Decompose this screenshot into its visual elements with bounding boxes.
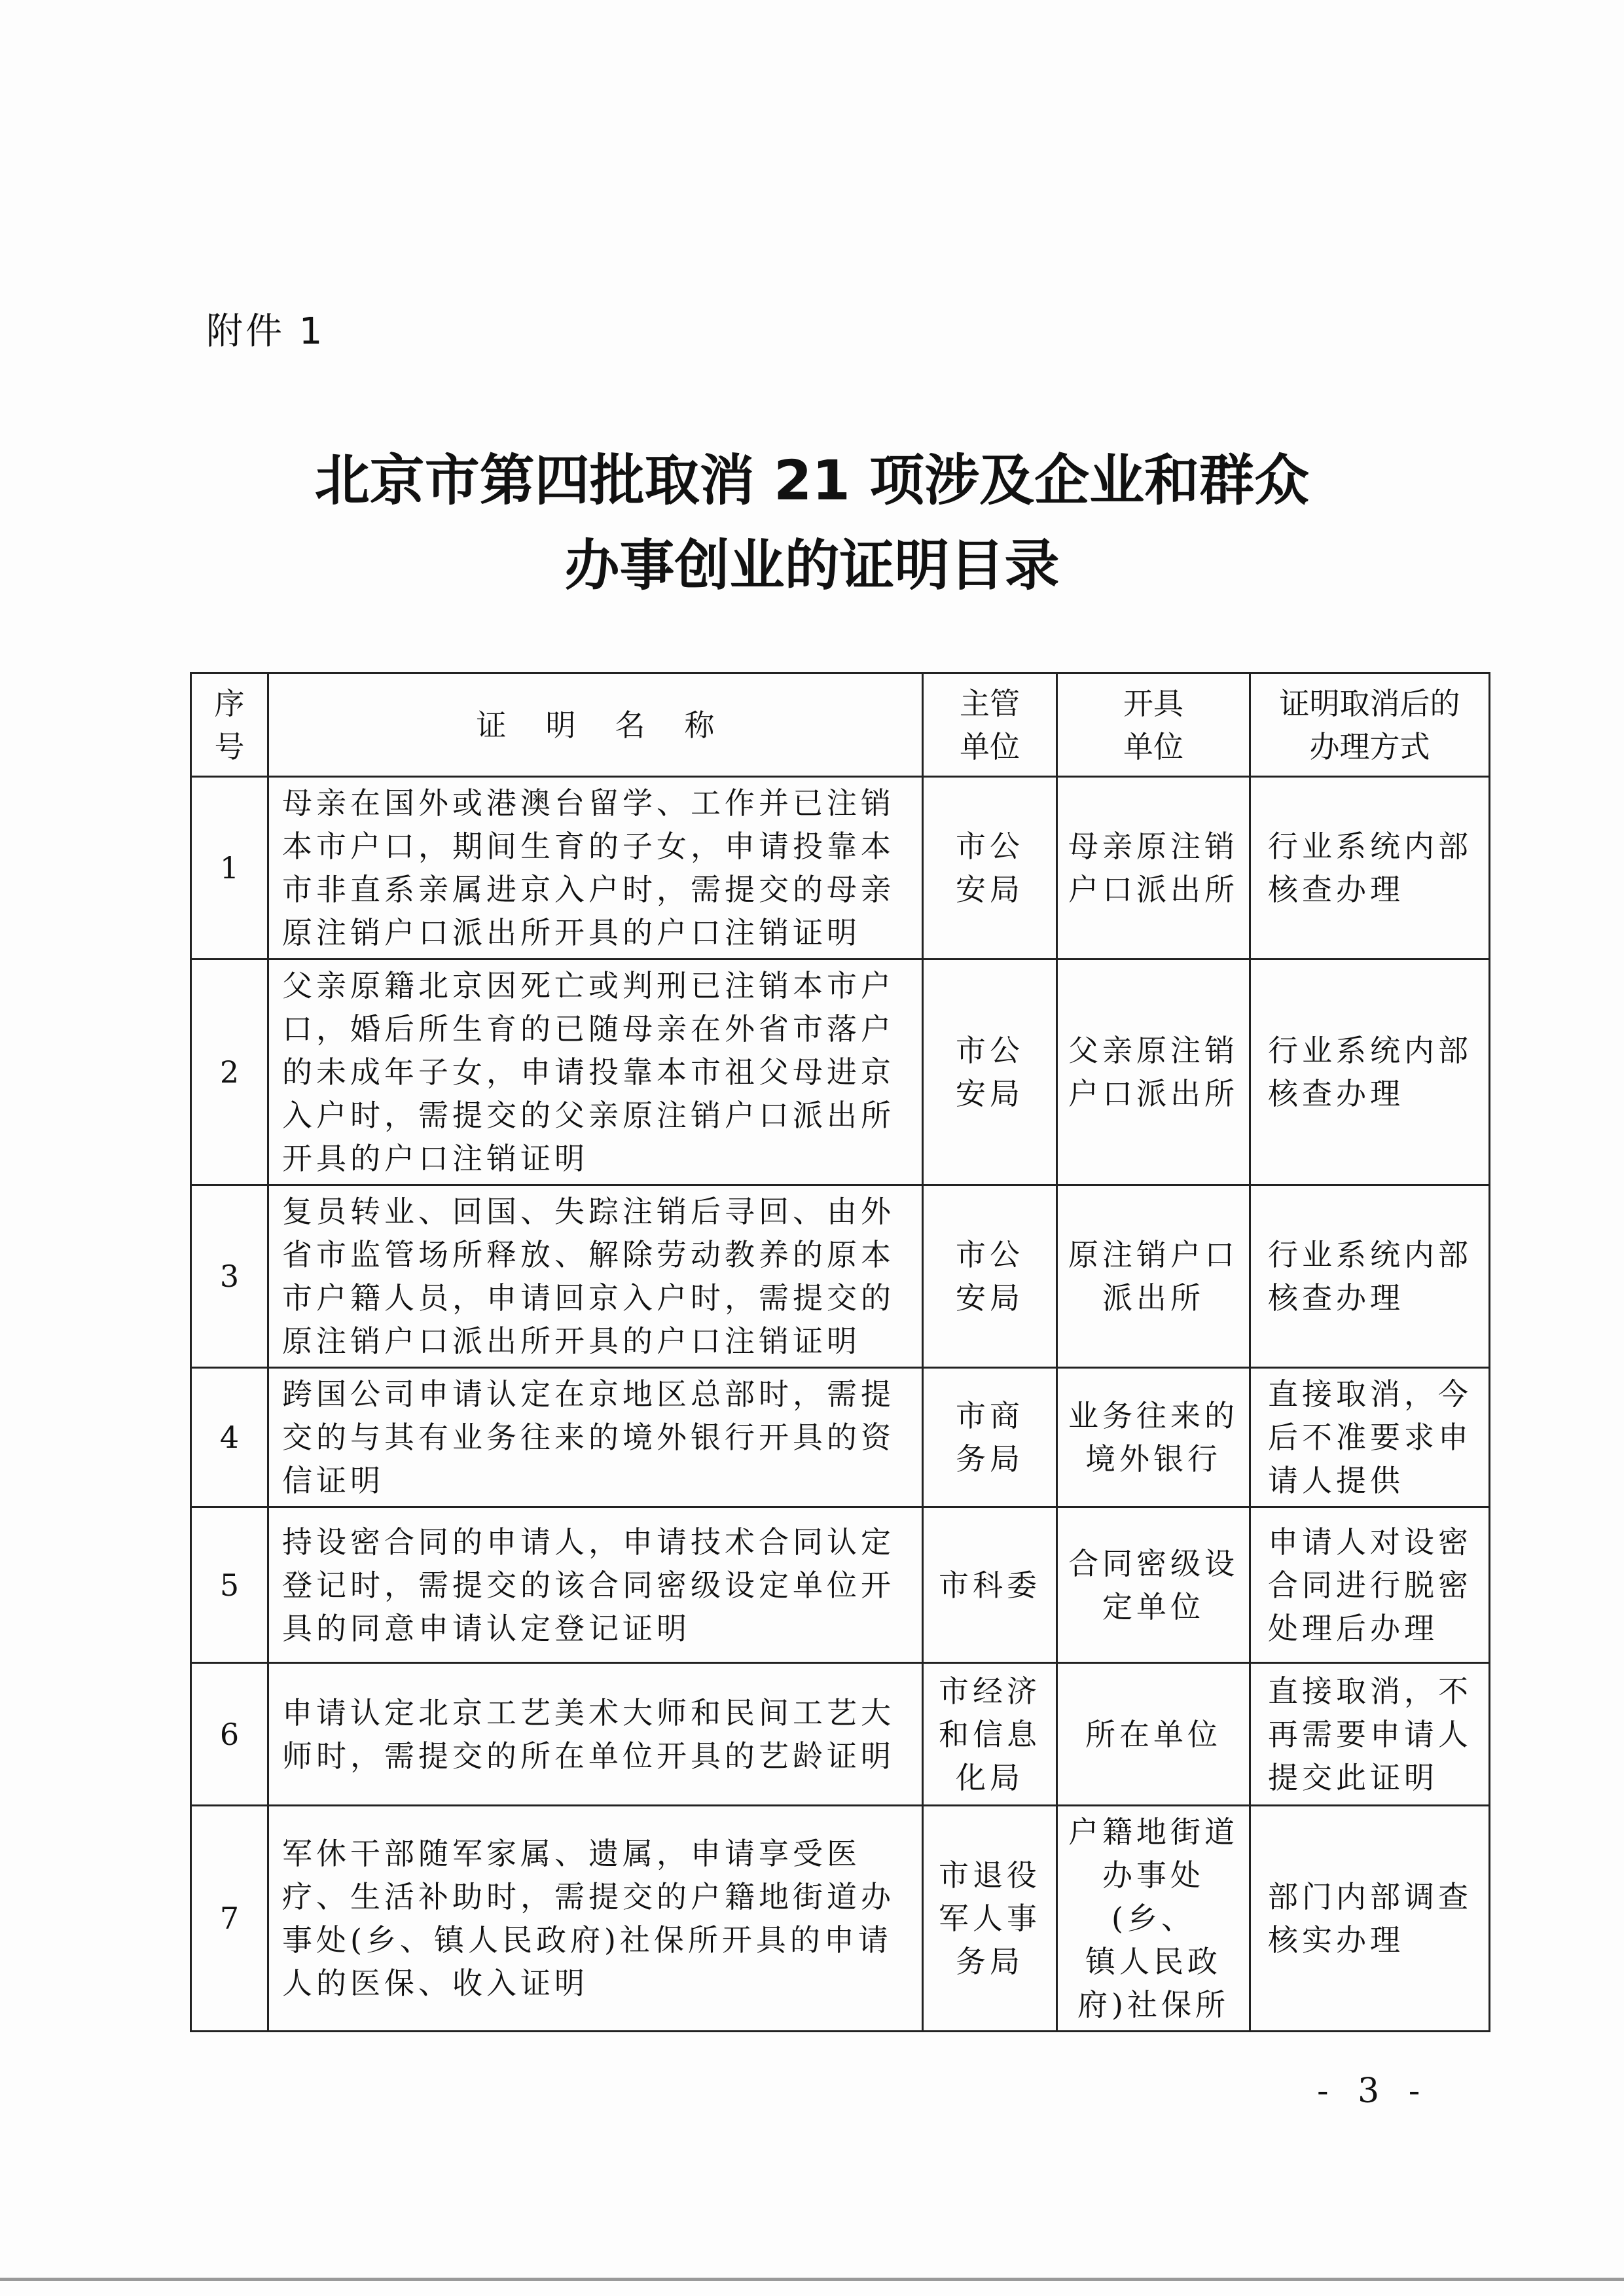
- row-seq: 7: [191, 1806, 268, 2032]
- row-certificate-name: 申请认定北京工艺美术大师和民间工艺大师时，需提交的所在单位开具的艺龄证明: [268, 1663, 923, 1806]
- table-header-row: [191, 673, 1490, 777]
- row-certificate-name: 母亲在国外或港澳台留学、工作并已注销本市户口，期间生育的子女，申请投靠本市非直系亲属进京入户时，需提交的母亲原注销户口派出所开具的户口注销证明: [268, 777, 923, 960]
- row-issuer: 原注销户口 派出所: [1057, 1185, 1250, 1368]
- row-authority: 市公 安局: [923, 777, 1057, 960]
- row-authority: 市公 安局: [923, 960, 1057, 1185]
- row-method: 直接取消，不再需要申请人提交此证明: [1250, 1663, 1490, 1806]
- row-method: 部门内部调查核实办理: [1250, 1806, 1490, 2032]
- row-certificate-name: 复员转业、回国、失踪注销后寻回、由外省市监管场所释放、解除劳动教养的原本市户籍人员，申请回京入户时，需提交的原注销户口派出所开具的户口注销证明: [268, 1185, 923, 1368]
- row-issuer: 业务往来的 境外银行: [1057, 1368, 1250, 1507]
- row-authority: 市经济 和信息 化局: [923, 1663, 1057, 1806]
- row-seq: 3: [191, 1185, 268, 1368]
- row-method: 申请人对设密合同进行脱密处理后办理: [1250, 1507, 1490, 1663]
- row-seq: 2: [191, 960, 268, 1185]
- row-issuer: 户籍地街道 办事处(乡、 镇人民政 府)社保所: [1057, 1806, 1250, 2032]
- row-seq: 4: [191, 1368, 268, 1507]
- row-authority: 市科委: [923, 1507, 1057, 1663]
- row-method: 行业系统内部核查办理: [1250, 1185, 1490, 1368]
- row-seq: 6: [191, 1663, 268, 1806]
- row-issuer: 父亲原注销 户口派出所: [1057, 960, 1250, 1185]
- header-method: 证明取消后的 办理方式: [1250, 673, 1490, 777]
- row-certificate-name: 持设密合同的申请人，申请技术合同认定登记时，需提交的该合同密级设定单位开具的同意申请认定登记证明: [268, 1507, 923, 1663]
- row-method: 直接取消，今后不准要求申请人提供: [1250, 1368, 1490, 1507]
- row-authority: 市退役 军人事 务局: [923, 1806, 1057, 2032]
- row-certificate-name: 父亲原籍北京因死亡或判刑已注销本市户口，婚后所生育的已随母亲在外省市落户的未成年子女，申请投靠本市祖父母进京入户时，需提交的父亲原注销户口派出所开具的户口注销证明: [268, 960, 923, 1185]
- table-row: [191, 960, 1490, 1185]
- row-authority: 市公 安局: [923, 1185, 1057, 1368]
- table-row: [191, 1185, 1490, 1368]
- header-seq: 序 号: [191, 673, 268, 777]
- row-certificate-name: 跨国公司申请认定在京地区总部时，需提交的与其有业务往来的境外银行开具的资信证明: [268, 1368, 923, 1507]
- row-method: 行业系统内部核查办理: [1250, 777, 1490, 960]
- table-row: [191, 1368, 1490, 1507]
- certificate-table: [190, 672, 1490, 2032]
- header-issuer: 开具 单位: [1057, 673, 1250, 777]
- scan-edge-line: [0, 2278, 1624, 2281]
- table-row: [191, 1507, 1490, 1663]
- row-issuer: 所在单位: [1057, 1663, 1250, 1806]
- row-issuer: 母亲原注销 户口派出所: [1057, 777, 1250, 960]
- table-row: [191, 777, 1490, 960]
- header-authority: 主管 单位: [923, 673, 1057, 777]
- document-title-line-1: 北京市第四批取消 21 项涉及企业和群众: [314, 448, 1310, 512]
- table-row: [191, 1806, 1490, 2032]
- row-seq: 5: [191, 1507, 268, 1663]
- row-certificate-name: 军休干部随军家属、遗属，申请享受医疗、生活补助时，需提交的户籍地街道办事处(乡、镇人民政府)社保所开具的申请人的医保、收入证明: [268, 1806, 923, 2032]
- header-certificate-name: 证明名称: [268, 673, 923, 777]
- row-authority: 市商 务局: [923, 1368, 1057, 1507]
- attachment-label: 附件 1: [206, 310, 325, 353]
- page-number: - 3 -: [1317, 2072, 1430, 2111]
- document-title-line-2: 办事创业的证明目录: [564, 533, 1060, 598]
- row-method: 行业系统内部核查办理: [1250, 960, 1490, 1185]
- row-issuer: 合同密级设 定单位: [1057, 1507, 1250, 1663]
- row-seq: 1: [191, 777, 268, 960]
- table-row: [191, 1663, 1490, 1806]
